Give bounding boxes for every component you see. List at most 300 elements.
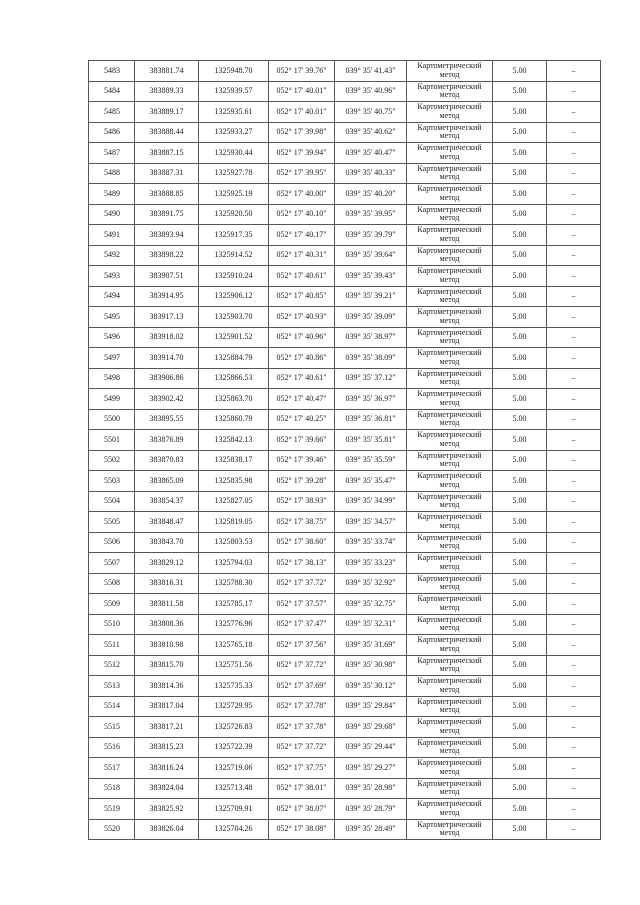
accuracy-cell: 5.00	[493, 266, 547, 287]
latitude-cell: 052° 17' 37.78"	[269, 717, 335, 738]
point-number-cell: 5508	[89, 573, 135, 594]
accuracy-cell: 5.00	[493, 676, 547, 697]
accuracy-cell: 5.00	[493, 143, 547, 164]
accuracy-cell: 5.00	[493, 348, 547, 369]
point-number-cell: 5497	[89, 348, 135, 369]
point-number-cell: 5512	[89, 655, 135, 676]
y-coordinate-cell: 1325838.17	[199, 450, 269, 471]
longitude-cell: 039° 35' 37.12"	[335, 368, 407, 389]
longitude-cell: 039° 35' 35.47"	[335, 471, 407, 492]
accuracy-cell: 5.00	[493, 799, 547, 820]
longitude-cell: 039° 35' 29.44"	[335, 737, 407, 758]
latitude-cell: 052° 17' 39.28"	[269, 471, 335, 492]
longitude-cell: 039° 35' 34.57"	[335, 512, 407, 533]
table-row	[89, 245, 601, 266]
point-number-cell: 5483	[89, 61, 135, 82]
accuracy-cell: 5.00	[493, 225, 547, 246]
longitude-cell: 039° 35' 35.81"	[335, 430, 407, 451]
method-cell: Картометрический метод	[407, 532, 493, 553]
latitude-cell: 052° 17' 40.96"	[269, 327, 335, 348]
table-row	[89, 184, 601, 205]
longitude-cell: 039° 35' 29.27"	[335, 758, 407, 779]
x-coordinate-cell: 383810.98	[135, 635, 199, 656]
y-coordinate-cell: 1325920.50	[199, 204, 269, 225]
latitude-cell: 052° 17' 37.72"	[269, 573, 335, 594]
point-number-cell: 5501	[89, 430, 135, 451]
point-number-cell: 5486	[89, 122, 135, 143]
latitude-cell: 052° 17' 39.98"	[269, 122, 335, 143]
y-coordinate-cell: 1325901.52	[199, 327, 269, 348]
latitude-cell: 052° 17' 40.01"	[269, 102, 335, 123]
method-cell: Картометрический метод	[407, 594, 493, 615]
accuracy-cell: 5.00	[493, 512, 547, 533]
description-cell: –	[547, 512, 601, 533]
y-coordinate-cell: 1325910.24	[199, 266, 269, 287]
point-number-cell: 5488	[89, 163, 135, 184]
y-coordinate-cell: 1325726.83	[199, 717, 269, 738]
x-coordinate-cell: 383887.15	[135, 143, 199, 164]
latitude-cell: 052° 17' 40.00"	[269, 184, 335, 205]
method-cell: Картометрический метод	[407, 307, 493, 328]
description-cell: –	[547, 532, 601, 553]
table-row	[89, 61, 601, 82]
point-number-cell: 5503	[89, 471, 135, 492]
point-number-cell: 5493	[89, 266, 135, 287]
latitude-cell: 052° 17' 37.78"	[269, 696, 335, 717]
x-coordinate-cell: 383907.51	[135, 266, 199, 287]
description-cell: –	[547, 450, 601, 471]
point-number-cell: 5489	[89, 184, 135, 205]
longitude-cell: 039° 35' 40.20"	[335, 184, 407, 205]
point-number-cell: 5487	[89, 143, 135, 164]
description-cell: –	[547, 368, 601, 389]
point-number-cell: 5492	[89, 245, 135, 266]
table-row	[89, 819, 601, 840]
x-coordinate-cell: 383917.13	[135, 307, 199, 328]
description-cell: –	[547, 389, 601, 410]
accuracy-cell: 5.00	[493, 717, 547, 738]
x-coordinate-cell: 383902.42	[135, 389, 199, 410]
latitude-cell: 052° 17' 38.08"	[269, 819, 335, 840]
x-coordinate-cell: 383814.36	[135, 676, 199, 697]
accuracy-cell: 5.00	[493, 327, 547, 348]
accuracy-cell: 5.00	[493, 122, 547, 143]
table-row	[89, 635, 601, 656]
latitude-cell: 052° 17' 40.01"	[269, 81, 335, 102]
accuracy-cell: 5.00	[493, 573, 547, 594]
description-cell: –	[547, 635, 601, 656]
method-cell: Картометрический метод	[407, 758, 493, 779]
latitude-cell: 052° 17' 37.47"	[269, 614, 335, 635]
table-row	[89, 163, 601, 184]
longitude-cell: 039° 35' 39.21"	[335, 286, 407, 307]
accuracy-cell: 5.00	[493, 184, 547, 205]
y-coordinate-cell: 1325794.03	[199, 553, 269, 574]
accuracy-cell: 5.00	[493, 430, 547, 451]
table-row	[89, 225, 601, 246]
method-cell: Картометрический метод	[407, 122, 493, 143]
table-row	[89, 717, 601, 738]
longitude-cell: 039° 35' 39.09"	[335, 307, 407, 328]
description-cell: –	[547, 778, 601, 799]
longitude-cell: 039° 35' 28.49"	[335, 819, 407, 840]
longitude-cell: 039° 35' 35.59"	[335, 450, 407, 471]
y-coordinate-cell: 1325751.56	[199, 655, 269, 676]
description-cell: –	[547, 430, 601, 451]
longitude-cell: 039° 35' 39.79"	[335, 225, 407, 246]
x-coordinate-cell: 383870.83	[135, 450, 199, 471]
latitude-cell: 052° 17' 40.31"	[269, 245, 335, 266]
y-coordinate-cell: 1325860.79	[199, 409, 269, 430]
point-number-cell: 5509	[89, 594, 135, 615]
table-body	[89, 61, 601, 840]
latitude-cell: 052° 17' 37.56"	[269, 635, 335, 656]
method-cell: Картометрический метод	[407, 799, 493, 820]
description-cell: –	[547, 799, 601, 820]
method-cell: Картометрический метод	[407, 225, 493, 246]
description-cell: –	[547, 758, 601, 779]
method-cell: Картометрический метод	[407, 737, 493, 758]
method-cell: Картометрический метод	[407, 471, 493, 492]
longitude-cell: 039° 35' 28.98"	[335, 778, 407, 799]
table-row	[89, 799, 601, 820]
longitude-cell: 039° 35' 29.68"	[335, 717, 407, 738]
latitude-cell: 052° 17' 40.61"	[269, 266, 335, 287]
longitude-cell: 039° 35' 40.62"	[335, 122, 407, 143]
y-coordinate-cell: 1325927.78	[199, 163, 269, 184]
table-row	[89, 471, 601, 492]
description-cell: –	[547, 614, 601, 635]
table-row	[89, 450, 601, 471]
method-cell: Картометрический метод	[407, 204, 493, 225]
y-coordinate-cell: 1325819.05	[199, 512, 269, 533]
table-row	[89, 778, 601, 799]
x-coordinate-cell: 383817.21	[135, 717, 199, 738]
y-coordinate-cell: 1325906.12	[199, 286, 269, 307]
longitude-cell: 039° 35' 32.75"	[335, 594, 407, 615]
method-cell: Картометрический метод	[407, 635, 493, 656]
description-cell: –	[547, 61, 601, 82]
description-cell: –	[547, 184, 601, 205]
longitude-cell: 039° 35' 36.97"	[335, 389, 407, 410]
point-number-cell: 5499	[89, 389, 135, 410]
table-row	[89, 430, 601, 451]
y-coordinate-cell: 1325704.26	[199, 819, 269, 840]
accuracy-cell: 5.00	[493, 594, 547, 615]
point-number-cell: 5518	[89, 778, 135, 799]
y-coordinate-cell: 1325933.27	[199, 122, 269, 143]
point-number-cell: 5485	[89, 102, 135, 123]
latitude-cell: 052° 17' 39.76"	[269, 61, 335, 82]
latitude-cell: 052° 17' 38.93"	[269, 491, 335, 512]
table-row	[89, 553, 601, 574]
y-coordinate-cell: 1325785.17	[199, 594, 269, 615]
method-cell: Картометрический метод	[407, 717, 493, 738]
x-coordinate-cell: 383888.85	[135, 184, 199, 205]
point-number-cell: 5510	[89, 614, 135, 635]
y-coordinate-cell: 1325719.06	[199, 758, 269, 779]
x-coordinate-cell: 383816.31	[135, 573, 199, 594]
accuracy-cell: 5.00	[493, 307, 547, 328]
y-coordinate-cell: 1325735.33	[199, 676, 269, 697]
x-coordinate-cell: 383808.36	[135, 614, 199, 635]
latitude-cell: 052° 17' 40.17"	[269, 225, 335, 246]
x-coordinate-cell: 383826.04	[135, 819, 199, 840]
point-number-cell: 5516	[89, 737, 135, 758]
x-coordinate-cell: 383825.92	[135, 799, 199, 820]
method-cell: Картометрический метод	[407, 553, 493, 574]
longitude-cell: 039° 35' 40.47"	[335, 143, 407, 164]
table-row	[89, 532, 601, 553]
table-row	[89, 614, 601, 635]
longitude-cell: 039° 35' 40.33"	[335, 163, 407, 184]
latitude-cell: 052° 17' 40.25"	[269, 409, 335, 430]
method-cell: Картометрический метод	[407, 348, 493, 369]
description-cell: –	[547, 737, 601, 758]
description-cell: –	[547, 471, 601, 492]
y-coordinate-cell: 1325884.79	[199, 348, 269, 369]
method-cell: Картометрический метод	[407, 676, 493, 697]
y-coordinate-cell: 1325803.53	[199, 532, 269, 553]
accuracy-cell: 5.00	[493, 491, 547, 512]
accuracy-cell: 5.00	[493, 737, 547, 758]
longitude-cell: 039° 35' 36.81"	[335, 409, 407, 430]
y-coordinate-cell: 1325835.98	[199, 471, 269, 492]
y-coordinate-cell: 1325842.13	[199, 430, 269, 451]
method-cell: Картометрический метод	[407, 368, 493, 389]
longitude-cell: 039° 35' 30.12"	[335, 676, 407, 697]
y-coordinate-cell: 1325709.91	[199, 799, 269, 820]
y-coordinate-cell: 1325948.70	[199, 61, 269, 82]
latitude-cell: 052° 17' 38.60"	[269, 532, 335, 553]
longitude-cell: 039° 35' 39.95"	[335, 204, 407, 225]
description-cell: –	[547, 225, 601, 246]
longitude-cell: 039° 35' 29.84"	[335, 696, 407, 717]
description-cell: –	[547, 348, 601, 369]
longitude-cell: 039° 35' 33.23"	[335, 553, 407, 574]
y-coordinate-cell: 1325713.48	[199, 778, 269, 799]
latitude-cell: 052° 17' 37.75"	[269, 758, 335, 779]
x-coordinate-cell: 383881.74	[135, 61, 199, 82]
latitude-cell: 052° 17' 37.72"	[269, 737, 335, 758]
table-row	[89, 512, 601, 533]
description-cell: –	[547, 696, 601, 717]
table-row	[89, 102, 601, 123]
method-cell: Картометрический метод	[407, 143, 493, 164]
accuracy-cell: 5.00	[493, 450, 547, 471]
coordinates-table	[88, 60, 601, 840]
method-cell: Картометрический метод	[407, 655, 493, 676]
point-number-cell: 5519	[89, 799, 135, 820]
point-number-cell: 5498	[89, 368, 135, 389]
y-coordinate-cell: 1325788.30	[199, 573, 269, 594]
accuracy-cell: 5.00	[493, 635, 547, 656]
description-cell: –	[547, 122, 601, 143]
y-coordinate-cell: 1325776.96	[199, 614, 269, 635]
longitude-cell: 039° 35' 28.79"	[335, 799, 407, 820]
method-cell: Картометрический метод	[407, 184, 493, 205]
accuracy-cell: 5.00	[493, 471, 547, 492]
method-cell: Картометрический метод	[407, 266, 493, 287]
point-number-cell: 5494	[89, 286, 135, 307]
table-row	[89, 696, 601, 717]
x-coordinate-cell: 383815.23	[135, 737, 199, 758]
point-number-cell: 5507	[89, 553, 135, 574]
description-cell: –	[547, 553, 601, 574]
accuracy-cell: 5.00	[493, 102, 547, 123]
longitude-cell: 039° 35' 40.96"	[335, 81, 407, 102]
method-cell: Картометрический метод	[407, 491, 493, 512]
x-coordinate-cell: 383811.58	[135, 594, 199, 615]
method-cell: Картометрический метод	[407, 409, 493, 430]
description-cell: –	[547, 594, 601, 615]
method-cell: Картометрический метод	[407, 819, 493, 840]
accuracy-cell: 5.00	[493, 163, 547, 184]
method-cell: Картометрический метод	[407, 61, 493, 82]
method-cell: Картометрический метод	[407, 430, 493, 451]
y-coordinate-cell: 1325765.18	[199, 635, 269, 656]
y-coordinate-cell: 1325903.70	[199, 307, 269, 328]
latitude-cell: 052° 17' 40.86"	[269, 348, 335, 369]
latitude-cell: 052° 17' 39.94"	[269, 143, 335, 164]
longitude-cell: 039° 35' 31.69"	[335, 635, 407, 656]
method-cell: Картометрический метод	[407, 327, 493, 348]
description-cell: –	[547, 204, 601, 225]
description-cell: –	[547, 102, 601, 123]
latitude-cell: 052° 17' 40.61"	[269, 368, 335, 389]
y-coordinate-cell: 1325827.05	[199, 491, 269, 512]
point-number-cell: 5511	[89, 635, 135, 656]
table-row	[89, 737, 601, 758]
x-coordinate-cell: 383918.02	[135, 327, 199, 348]
accuracy-cell: 5.00	[493, 614, 547, 635]
method-cell: Картометрический метод	[407, 778, 493, 799]
description-cell: –	[547, 676, 601, 697]
description-cell: –	[547, 819, 601, 840]
description-cell: –	[547, 491, 601, 512]
latitude-cell: 052° 17' 37.72"	[269, 655, 335, 676]
longitude-cell: 039° 35' 32.31"	[335, 614, 407, 635]
table-row	[89, 758, 601, 779]
longitude-cell: 039° 35' 33.74"	[335, 532, 407, 553]
method-cell: Картометрический метод	[407, 245, 493, 266]
description-cell: –	[547, 286, 601, 307]
method-cell: Картометрический метод	[407, 573, 493, 594]
y-coordinate-cell: 1325935.61	[199, 102, 269, 123]
accuracy-cell: 5.00	[493, 286, 547, 307]
point-number-cell: 5484	[89, 81, 135, 102]
method-cell: Картометрический метод	[407, 102, 493, 123]
x-coordinate-cell: 383914.70	[135, 348, 199, 369]
point-number-cell: 5514	[89, 696, 135, 717]
table-row	[89, 143, 601, 164]
point-number-cell: 5515	[89, 717, 135, 738]
method-cell: Картометрический метод	[407, 512, 493, 533]
method-cell: Картометрический метод	[407, 81, 493, 102]
point-number-cell: 5491	[89, 225, 135, 246]
description-cell: –	[547, 245, 601, 266]
y-coordinate-cell: 1325917.35	[199, 225, 269, 246]
point-number-cell: 5517	[89, 758, 135, 779]
x-coordinate-cell: 383876.89	[135, 430, 199, 451]
accuracy-cell: 5.00	[493, 553, 547, 574]
description-cell: –	[547, 409, 601, 430]
latitude-cell: 052° 17' 40.10"	[269, 204, 335, 225]
point-number-cell: 5506	[89, 532, 135, 553]
y-coordinate-cell: 1325925.19	[199, 184, 269, 205]
accuracy-cell: 5.00	[493, 368, 547, 389]
point-number-cell: 5500	[89, 409, 135, 430]
longitude-cell: 039° 35' 34.99"	[335, 491, 407, 512]
latitude-cell: 052° 17' 40.85"	[269, 286, 335, 307]
accuracy-cell: 5.00	[493, 696, 547, 717]
table-row	[89, 348, 601, 369]
description-cell: –	[547, 143, 601, 164]
point-number-cell: 5504	[89, 491, 135, 512]
latitude-cell: 052° 17' 38.75"	[269, 512, 335, 533]
table-row	[89, 327, 601, 348]
accuracy-cell: 5.00	[493, 409, 547, 430]
y-coordinate-cell: 1325866.53	[199, 368, 269, 389]
accuracy-cell: 5.00	[493, 778, 547, 799]
longitude-cell: 039° 35' 39.64"	[335, 245, 407, 266]
x-coordinate-cell: 383891.75	[135, 204, 199, 225]
method-cell: Картометрический метод	[407, 163, 493, 184]
table-row	[89, 389, 601, 410]
x-coordinate-cell: 383906.86	[135, 368, 199, 389]
y-coordinate-cell: 1325914.52	[199, 245, 269, 266]
latitude-cell: 052° 17' 38.13"	[269, 553, 335, 574]
method-cell: Картометрический метод	[407, 614, 493, 635]
x-coordinate-cell: 383815.70	[135, 655, 199, 676]
longitude-cell: 039° 35' 40.75"	[335, 102, 407, 123]
point-number-cell: 5495	[89, 307, 135, 328]
table-row	[89, 594, 601, 615]
x-coordinate-cell: 383817.04	[135, 696, 199, 717]
method-cell: Картометрический метод	[407, 286, 493, 307]
latitude-cell: 052° 17' 39.95"	[269, 163, 335, 184]
table-row	[89, 491, 601, 512]
y-coordinate-cell: 1325722.39	[199, 737, 269, 758]
accuracy-cell: 5.00	[493, 655, 547, 676]
x-coordinate-cell: 383898.22	[135, 245, 199, 266]
x-coordinate-cell: 383893.94	[135, 225, 199, 246]
point-number-cell: 5490	[89, 204, 135, 225]
y-coordinate-cell: 1325729.95	[199, 696, 269, 717]
x-coordinate-cell: 383843.70	[135, 532, 199, 553]
table-row	[89, 204, 601, 225]
description-cell: –	[547, 717, 601, 738]
y-coordinate-cell: 1325930.44	[199, 143, 269, 164]
latitude-cell: 052° 17' 38.07"	[269, 799, 335, 820]
accuracy-cell: 5.00	[493, 81, 547, 102]
point-number-cell: 5520	[89, 819, 135, 840]
x-coordinate-cell: 383865.09	[135, 471, 199, 492]
latitude-cell: 052° 17' 39.66"	[269, 430, 335, 451]
table-row	[89, 286, 601, 307]
latitude-cell: 052° 17' 37.57"	[269, 594, 335, 615]
longitude-cell: 039° 35' 41.43"	[335, 61, 407, 82]
table-row	[89, 307, 601, 328]
latitude-cell: 052° 17' 40.47"	[269, 389, 335, 410]
table-row	[89, 655, 601, 676]
point-number-cell: 5502	[89, 450, 135, 471]
description-cell: –	[547, 327, 601, 348]
accuracy-cell: 5.00	[493, 389, 547, 410]
longitude-cell: 039° 35' 30.98"	[335, 655, 407, 676]
accuracy-cell: 5.00	[493, 758, 547, 779]
latitude-cell: 052° 17' 37.69"	[269, 676, 335, 697]
